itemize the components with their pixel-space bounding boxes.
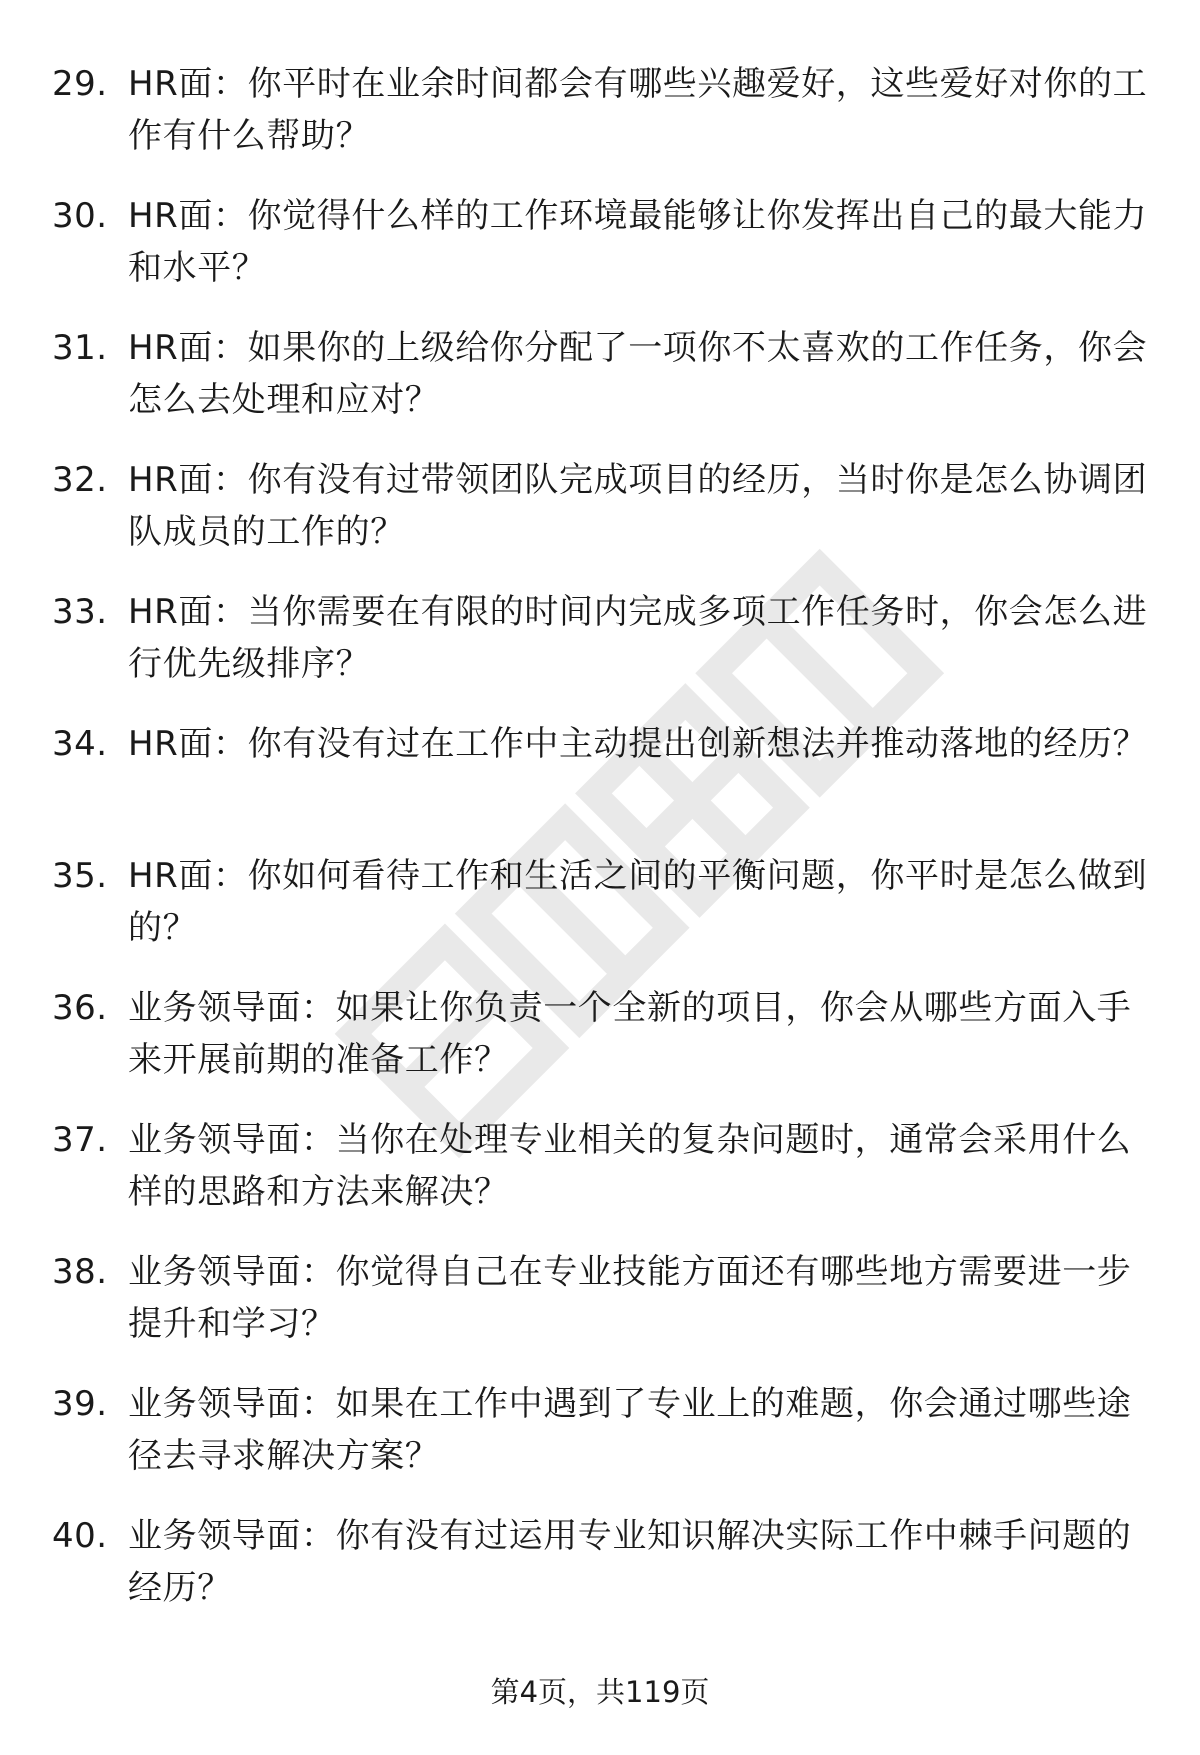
- question-text: 业务领导面：你有没有过运用专业知识解决实际工作中棘手问题的经历？: [128, 1516, 1132, 1608]
- question-number: 39.: [52, 1384, 108, 1424]
- question-number: 35.: [52, 856, 108, 896]
- question-text: HR面：你有没有过在工作中主动提出创新想法并推动落地的经历？: [128, 724, 1148, 764]
- question-item-30: [52, 190, 1162, 322]
- question-number: 36.: [52, 988, 108, 1028]
- question-number: 30.: [52, 196, 108, 236]
- question-item-36: [52, 982, 1162, 1114]
- question-text: 业务领导面：如果让你负责一个全新的项目，你会从哪些方面入手来开展前期的准备工作？: [128, 988, 1132, 1080]
- question-text: HR面：你平时在业余时间都会有哪些兴趣爱好，这些爱好对你的工作有什么帮助？: [128, 64, 1148, 156]
- question-text: 业务领导面：你觉得自己在专业技能方面还有哪些地方需要进一步提升和学习？: [128, 1252, 1132, 1344]
- question-item-31: [52, 322, 1162, 454]
- question-item-35: [52, 850, 1162, 982]
- question-number: 34.: [52, 724, 108, 764]
- question-number: 33.: [52, 592, 108, 632]
- question-text: 业务领导面：当你在处理专业相关的复杂问题时，通常会采用什么样的思路和方法来解决？: [128, 1120, 1132, 1212]
- question-list: [52, 58, 1162, 1642]
- question-item-39: [52, 1378, 1162, 1510]
- question-text: HR面：你有没有过带领团队完成项目的经历，当时你是怎么协调团队成员的工作的？: [128, 460, 1148, 552]
- question-text: HR面：你觉得什么样的工作环境最能够让你发挥出自己的最大能力和水平？: [128, 196, 1148, 288]
- question-number: 32.: [52, 460, 108, 500]
- question-text: HR面：你如何看待工作和生活之间的平衡问题，你平时是怎么做到的？: [128, 856, 1148, 948]
- question-item-29: [52, 58, 1162, 190]
- question-item-32: [52, 454, 1162, 586]
- question-item-37: [52, 1114, 1162, 1246]
- question-number: 37.: [52, 1120, 108, 1160]
- question-number: 31.: [52, 328, 108, 368]
- question-text: HR面：当你需要在有限的时间内完成多项工作任务时，你会怎么进行优先级排序？: [128, 592, 1148, 684]
- question-text: HR面：如果你的上级给你分配了一项你不太喜欢的工作任务，你会怎么去处理和应对？: [128, 328, 1148, 420]
- question-item-34: [52, 718, 1162, 850]
- question-item-33: [52, 586, 1162, 718]
- question-number: 38.: [52, 1252, 108, 1292]
- question-text: 业务领导面：如果在工作中遇到了专业上的难题，你会通过哪些途径去寻求解决方案？: [128, 1384, 1132, 1476]
- question-number: 40.: [52, 1516, 108, 1556]
- question-item-40: [52, 1510, 1162, 1642]
- question-item-38: [52, 1246, 1162, 1378]
- page-footer: 第4页，共119页: [490, 1675, 710, 1709]
- question-number: 29.: [52, 64, 108, 104]
